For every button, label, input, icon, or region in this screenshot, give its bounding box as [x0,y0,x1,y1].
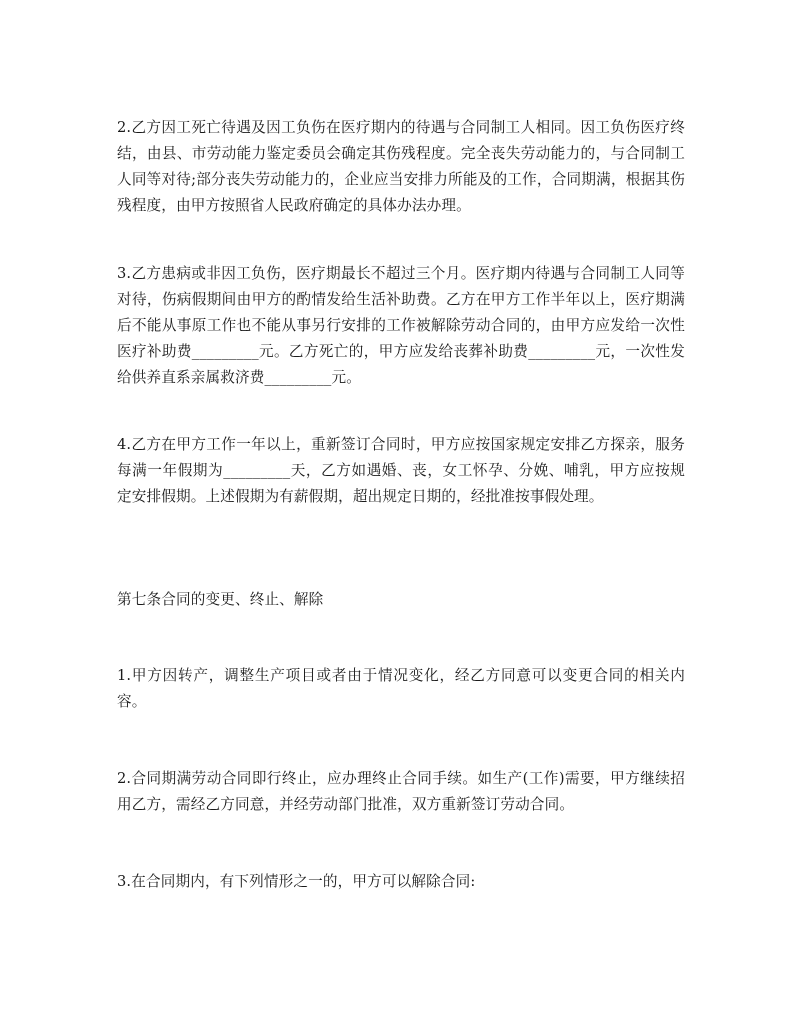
paragraph-contract-change: 1.甲方因转产，调整生产项目或者由于情况变化，经乙方同意可以变更合同的相关内容。 [117,667,685,710]
paragraph-contract-dissolution: 3.在合同期内，有下列情形之一的，甲方可以解除合同: [117,873,476,890]
paragraph-contract-termination: 2.合同期满劳动合同即行终止，应办理终止合同手续。如生产(工作)需要，甲方继续招用乙方，需经乙方同意，并经劳动部门批准，双方重新签订劳动合同。 [117,770,685,813]
paragraph-work-injury-death: 2.乙方因工死亡待遇及因工负伤在医疗期内的待遇与合同制工人相同。因工负伤医疗终结，由县、市劳动能力鉴定委员会确定其伤残程度。完全丧失劳动能力的，与合同制工人同等对待;部分丧失劳动能力的，企业应当安排力所能及的工作，合同期满，根据其伤残程度，由甲方按照省人民政府确定的具体办法办理。 [117,119,685,214]
paragraph-home-leave: 4.乙方在甲方工作一年以上，重新签订合同时，甲方应按国家规定安排乙方探亲，服务每满一年假期为_________天，乙方如遇婚、丧，女工怀孕、分娩、哺乳，甲方应按规定安排假期。上述假期为有薪假期，超出规定日期的，经批准按事假处理。 [117,436,685,505]
article-7-heading: 第七条合同的变更、终止、解除 [117,591,324,608]
paragraph-illness-medical-period: 3.乙方患病或非因工负伤，医疗期最长不超过三个月。医疗期内待遇与合同制工人同等对待，伤病假期间由甲方的酌情发给生活补助费。乙方在甲方工作半年以上，医疗期满后不能从事原工作也不能从事另行安排的工作被解除劳动合同的，由甲方应发给一次性医疗补助费_________元。乙方死亡的，甲方应发给丧葬补助费_________元，一次性发给供养直系亲属救济费_________元。 [117,265,685,386]
